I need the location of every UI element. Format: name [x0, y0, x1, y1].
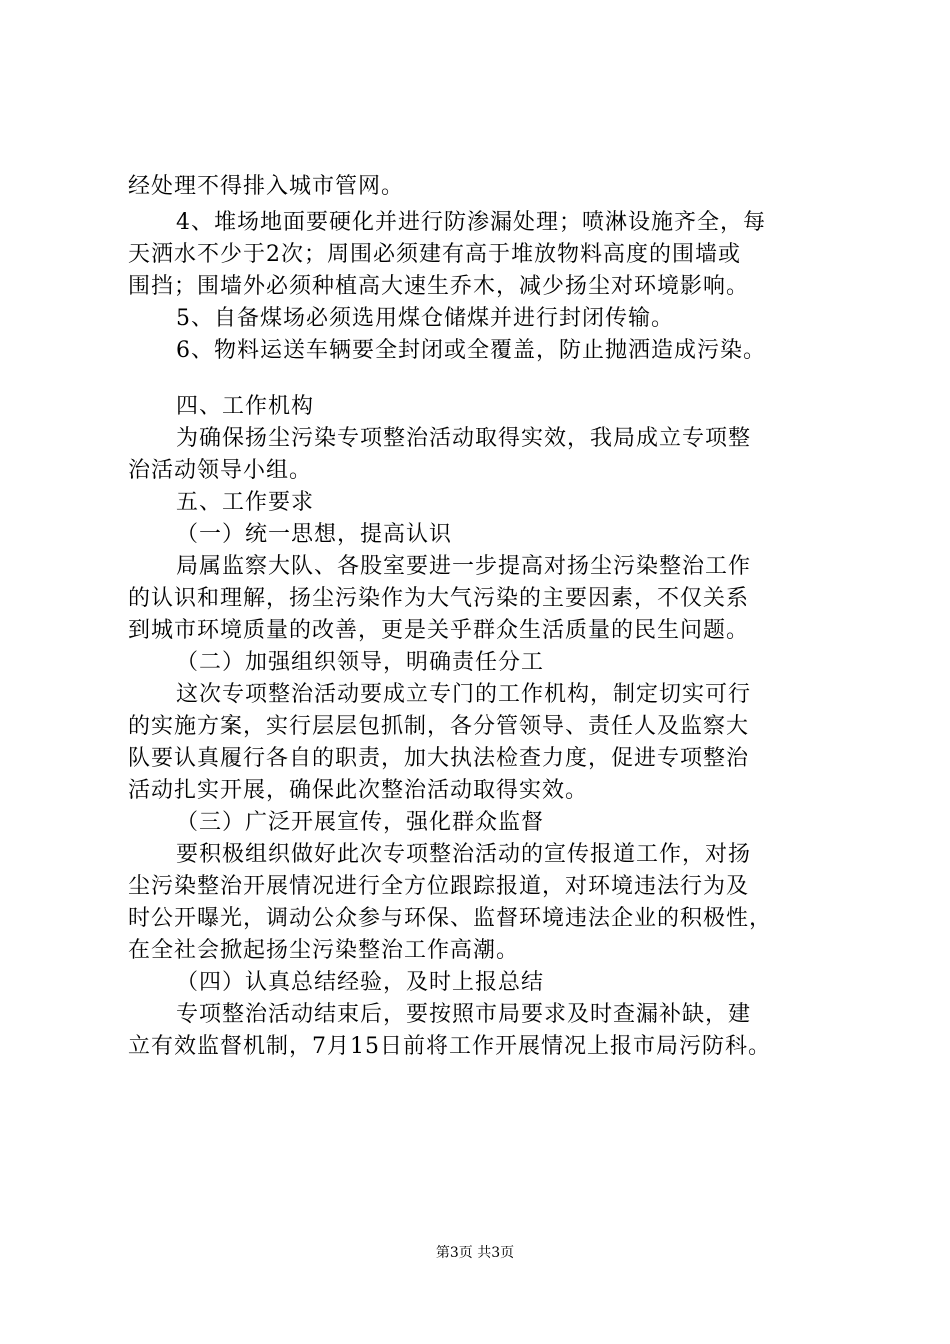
section-heading-4: 四、工作机构: [176, 394, 315, 419]
body-line: 队要认真履行各自的职责，加大执法检查力度，促进专项整治: [128, 746, 750, 771]
body-line: 在全社会掀起扬尘污染整治工作高潮。: [128, 938, 520, 963]
body-line: 时公开曝光，调动公众参与环保、监督环境违法企业的积极性，: [128, 906, 773, 931]
subsection-heading-2: （二）加强组织领导，明确责任分工: [176, 650, 545, 675]
body-line: 经处理不得排入城市管网。: [128, 174, 405, 199]
body-line: 尘污染整治开展情况进行全方位跟踪报道，对环境违法行为及: [128, 874, 750, 899]
list-item-4: 4、堆场地面要硬化并进行防渗漏处理；喷淋设施齐全，每: [176, 210, 766, 235]
subsection-heading-1: （一）统一思想，提高认识: [176, 522, 453, 547]
page-footer: 第3页 共3页: [435, 1245, 515, 1261]
body-line: 为确保扬尘污染专项整治活动取得实效，我局成立专项整: [176, 426, 752, 451]
body-line: 局属监察大队、各股室要进一步提高对扬尘污染整治工作: [176, 554, 752, 579]
body-line: 治活动领导小组。: [128, 458, 313, 483]
subsection-heading-4: （四）认真总结经验，及时上报总结: [176, 970, 545, 995]
body-line: 这次专项整治活动要成立专门的工作机构，制定切实可行: [176, 682, 752, 707]
body-line: 的认识和理解，扬尘污染作为大气污染的主要因素，不仅关系: [128, 586, 750, 611]
list-item-5: 5、自备煤场必须选用煤仓储煤并进行封闭传输。: [176, 306, 674, 331]
body-line: 到城市环境质量的改善，更是关乎群众生活质量的民生问题。: [128, 618, 750, 643]
body-line: 专项整治活动结束后，要按照市局要求及时查漏补缺，建: [176, 1002, 752, 1027]
body-line: 立有效监督机制，7月15日前将工作开展情况上报市局污防科。: [128, 1034, 771, 1059]
list-item-6: 6、物料运送车辆要全封闭或全覆盖，防止抛洒造成污染。: [176, 338, 766, 363]
subsection-heading-3: （三）广泛开展宣传，强化群众监督: [176, 810, 545, 835]
body-line: 要积极组织做好此次专项整治活动的宣传报道工作，对扬: [176, 842, 752, 867]
body-line: 的实施方案，实行层层包抓制，各分管领导、责任人及监察大: [128, 714, 750, 739]
body-line: 天洒水不少于2次；周围必须建有高于堆放物料高度的围墙或: [128, 242, 741, 267]
body-line: 围挡；围墙外必须种植高大速生乔木，减少扬尘对环境影响。: [128, 274, 750, 299]
body-line: 活动扎实开展，确保此次整治活动取得实效。: [128, 778, 589, 803]
section-heading-5: 五、工作要求: [176, 490, 315, 515]
